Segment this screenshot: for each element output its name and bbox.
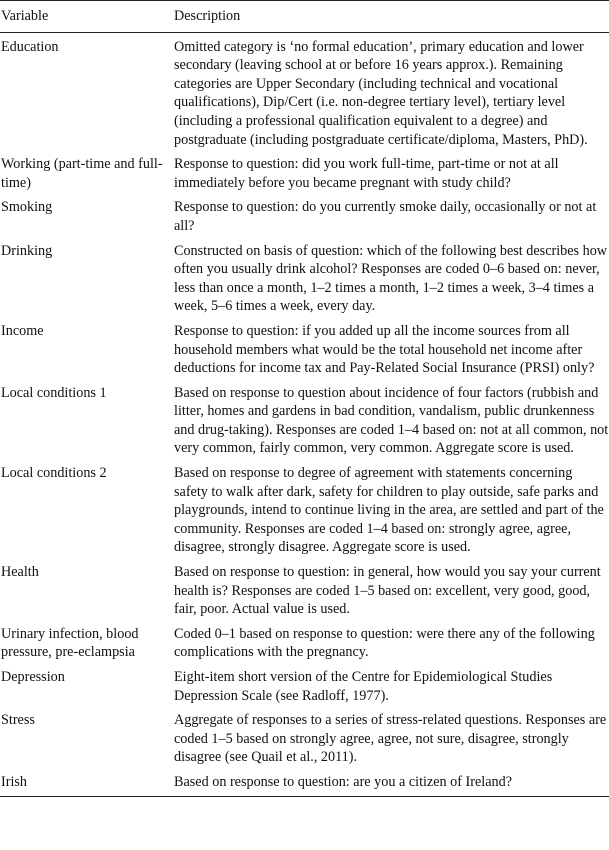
variable-cell: Income (1, 322, 44, 339)
table-row (0, 560, 609, 622)
description-cell: Based on response to question about incidence of four factors (rubbish and litter, homes and gardens in bad condition, vandalism, public drunkenness and drug-taking). Responses are coded 1–4 based on: not at all common, not very common, fairly common, very common. Aggregate score is used. (174, 384, 609, 457)
table-row (0, 381, 609, 461)
header-description: Description (171, 1, 609, 33)
variable-cell: Local conditions 2 (1, 465, 107, 482)
description-cell: Based on response to question: are you a citizen of Ireland? (171, 770, 609, 796)
table-row (0, 195, 609, 238)
description-cell: Omitted category is ‘no formal education’, primary education and lower secondary (leaving school at or before 16 years approx.). Remaining categories are Upper Secondary (including technical and vocational qualifications), Dip/Cert (i.e. non-degree tertiary level), tertiary level (including a professional qualification equivalent to a degree) and postgraduate (including postgraduate certificate/diploma, Masters, PhD). (174, 38, 588, 148)
description-cell: Eight-item short version of the Centre for Epidemiological Studies Depression Scale (see Radloff, 1977). (174, 669, 553, 704)
description-cell: Aggregate of responses to a series of stress-related questions. Responses are coded 1–5 based on strongly agree, agree, not sure, disagree, strongly disagree (see Quail et al., 2011). (174, 712, 607, 766)
table-row (0, 770, 609, 796)
variable-cell: Smoking (1, 199, 53, 216)
variable-cell: Depression (1, 669, 65, 685)
variable-cell: Stress (1, 712, 35, 729)
description-cell: Response to question: did you work full-time, part-time or not at all immediately before you became pregnant with study child? (174, 156, 559, 191)
description-cell: Coded 0–1 based on response to question: were there any of the following complications with the pregnancy. (174, 625, 595, 661)
table-row (0, 319, 609, 381)
description-cell: Based on response to degree of agreement with statements concerning safety to walk after dark, safety for children to play outside, safe parks and playgrounds, intend to continue living in the area, are settled and part of the community. Responses are coded 1–4 based on: strongly agree, agree, disagree, strongly disagree. Aggregate score is used. (174, 465, 604, 556)
table-row (0, 665, 609, 708)
table-row (0, 622, 609, 665)
variable-cell: Working (part-time and full-time) (1, 156, 163, 191)
variable-cell: Local conditions 1 (1, 384, 107, 401)
description-cell: Constructed on basis of question: which of the following best describes how often you usually drink alcohol? Responses are coded 0–6 based on: never, less than once a month, 1–2 times a month, 1–2 times a week, 3–4 times a week, 5–6 times a week, every day. (174, 242, 608, 315)
table-row (0, 708, 609, 770)
variable-cell: Irish (0, 770, 171, 796)
variable-cell: Urinary infection, blood pressure, pre-eclampsia (1, 625, 139, 661)
table-row (0, 239, 609, 319)
table-header-row (0, 1, 609, 33)
header-variable: Variable (0, 1, 171, 33)
description-cell: Response to question: do you currently smoke daily, occasionally or not at all? (174, 199, 597, 234)
description-cell: Response to question: if you added up all the income sources from all household members what would be the total household net income after deductions for income tax and Pay-Related Social Insurance (PRSI) only? (174, 322, 595, 377)
table-row (0, 461, 609, 560)
description-cell: Based on response to question: in general, how would you say your current health is? Responses are coded 1–5 based on: excellent, very good, good, fair, poor. Actual value is used. (174, 564, 601, 618)
table-row (0, 32, 609, 152)
variable-cell: Education (1, 38, 59, 55)
variable-cell: Health (1, 564, 39, 581)
variable-cell: Drinking (1, 242, 53, 259)
table-row (0, 152, 609, 195)
